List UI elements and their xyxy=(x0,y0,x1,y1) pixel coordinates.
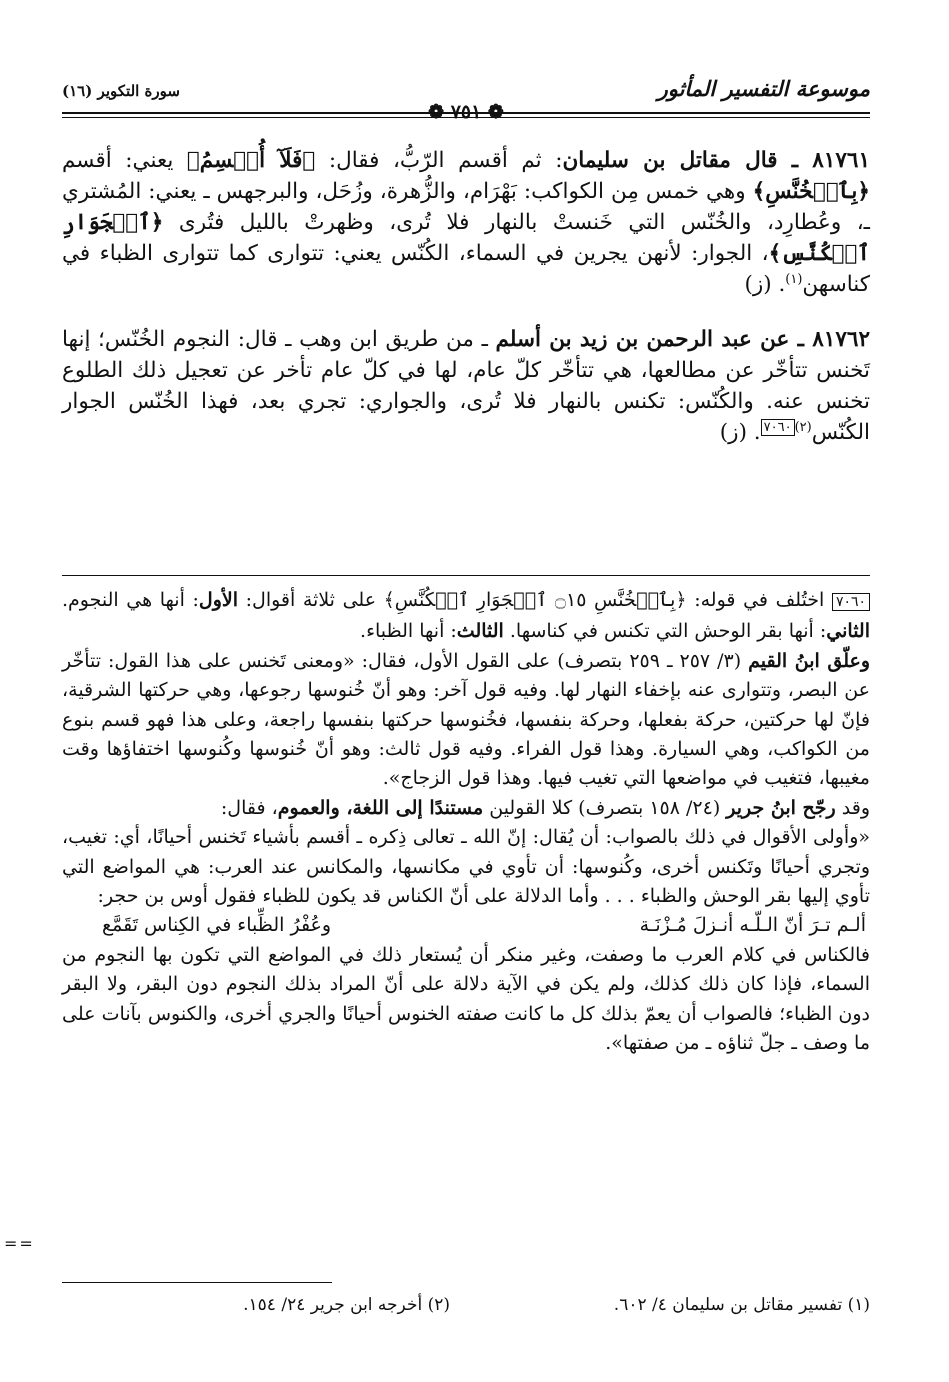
header-rule xyxy=(62,112,870,118)
surah-title: سورة التكوير (١٦) xyxy=(62,82,180,100)
note-paragraph xyxy=(62,647,870,794)
note-label: الثاني xyxy=(826,620,870,643)
athar-text: . (ز) xyxy=(719,420,761,445)
athar-text: وهي خمس مِن الكواكب: بَهْرَام، والزُّهرة، وزُحَل، والبرجهس ـ يعني: المُشتري ـ، وعُطارِد، والخُنّس التي خَنستْ بالنهار فلا تُرى، وظهرتْ بالليل فتُرى xyxy=(62,179,870,235)
note-text: ، فقال: xyxy=(220,796,278,819)
note-ref-box[interactable]: ٧٠٦٠ xyxy=(761,419,795,436)
ornament-icon: ❁ xyxy=(428,101,451,123)
note-paragraph xyxy=(62,794,870,823)
footnote-1: (١) تفسير مقاتل بن سليمان ٤/ ٦٠٢. xyxy=(613,1295,870,1315)
ornament-icon: ❁ xyxy=(481,101,504,123)
note-text: : أنها هي النجوم. xyxy=(62,589,199,611)
footnote-ref[interactable]: (٢) xyxy=(794,419,812,435)
athar-paragraph xyxy=(62,324,870,448)
page-number-text: ٧٥١ xyxy=(450,101,482,123)
athar-number: ٨١٧٦٢ ـ عن xyxy=(751,327,870,352)
poem-hemistich-left: وعُفْرُ الظِّباء في الكِناس تَقَمَّع xyxy=(102,914,332,937)
scholar-name: رجّح ابنُ جرير xyxy=(726,796,836,819)
athar-text: ، الجوار: لأنهن يجرين في السماء، الكُنّس يعني: تتوارى كما تتوارى الظباء في كناسهن xyxy=(62,241,870,297)
note-paragraph: فالكناس في كلام العرب ما وصفت، وغير منكر أن يُستعار ذلك في المواضع التي تكون بها النجوم من السماء، فإذا كان ذلك كذلك، ولم يكن في الآية دلالة على أنّ المراد بذلك النجوم دون البقر، ولا البقر دون الظباء؛ فالصواب أن يعمّ بذلك كل ما كانت صفته الخنوس أحيانًا والجري أخرى، والكنوس بآنات على ما وصف ـ جلّ ثناؤه ـ من صفتها». xyxy=(62,943,870,1055)
athar-text: يعني: أقسم xyxy=(62,148,187,173)
quran-quote: ﴿ٱلۡجَوَارِ ٱلۡكُنَّسِ﴾ xyxy=(62,210,870,266)
note-paragraph xyxy=(62,586,870,647)
poem-verse xyxy=(62,911,870,940)
athar-text: . (ز) xyxy=(744,272,786,297)
note-text: (٣/ ٢٥٧ ـ ٢٥٩ بتصرف) على القول الأول، فقال: «ومعنى تَخنس على هذا القول: تتأخّر عن البصر، وتتوارى عنه بإخفاء النهار لها. وفيه قول آخر: وهو أنّ خُنوسها رجوعها، وهي حركتها الشرقية، فإنّ لها حركتين، حركة بفعلها، وحركة بنفسها، فخُنوسها حركتها بنفسها راجعة، وعلى هذا فهو قسم بنوع من الكواكب، وهي السيارة. وهذا قول الفراء. وفيه قول ثالث: وهو أنّ خُنوسها وكُنوسها اختفاؤها وقت مغيبها، فتغيب في مواضعها التي تغيب فيها. وهذا قول الزجاج». xyxy=(62,649,870,790)
narrator-name: عبد الرحمن بن زيد بن أسلم xyxy=(495,327,752,352)
book-title: موسوعة التفسير المأثور xyxy=(657,76,870,101)
notes-separator xyxy=(62,575,870,576)
running-header xyxy=(62,70,870,123)
note-text: (٢٤/ ١٥٨ بتصرف) كلا القولين xyxy=(483,796,727,819)
narrator-name: مقاتل بن سليمان xyxy=(562,148,731,173)
note-paragraph: «وأولى الأقوال في ذلك بالصواب: أن يُقال: إنّ الله ـ تعالى ذِكره ـ أقسم بأشياء تَخنس أحيانًا، أي: تغيب، وتجري أحيانًا وتَكنس أخرى، وكُنوسها: أن تأوي في مكانسها، والمكانس عند العرب: هي المواضع التي تأوي إليها بقر الوحش والظباء . . . وأما الدلالة على أنّ الكناس قد يكون للظباء فقول أوس بن حجر: xyxy=(62,826,870,908)
note-text: وقد xyxy=(835,796,870,819)
note-box: ٧٠٦٠ xyxy=(832,593,870,611)
athar-text: : ثم أقسم الرّبُّ، فقال: xyxy=(315,148,563,173)
athar-paragraph xyxy=(62,145,870,300)
continuation-mark: == xyxy=(4,1234,35,1253)
quran-quote: ﴿بِٱلۡخُنَّسِ﴾ xyxy=(752,179,870,204)
note-emphasis: مستندًا إلى اللغة، والعموم xyxy=(277,796,484,819)
footnote-ref[interactable]: (١) xyxy=(785,271,803,287)
note-label: الثالث xyxy=(456,620,504,643)
main-text xyxy=(62,145,870,472)
quran-quote: ﴿فَلَآ أُقۡسِمُ﴾ xyxy=(186,148,316,173)
scholar-name: وعلّق ابنُ القيم xyxy=(748,649,870,672)
footnote-separator xyxy=(62,1282,332,1283)
note-label: الأول xyxy=(198,589,238,611)
note-text: اختُلف في قوله: ﴿بِٱلۡخُنَّسِ ۝١٥ ٱلۡجَوَارِ ٱلۡكُنَّسِ﴾ على ثلاثة أقوال: xyxy=(238,589,832,611)
note-text: : أنها الظباء. xyxy=(360,620,457,643)
poem-hemistich-right: ألـم تـرَ أنّ الـلّـه أنـزلَ مُـزْنَـة xyxy=(639,914,866,937)
athar-number: ٨١٧٦١ ـ قال xyxy=(730,148,870,173)
page xyxy=(4,70,870,1360)
note-text: : أنها بقر الوحش التي تكنس في كناسها. xyxy=(503,620,827,643)
commentary-notes xyxy=(62,586,870,1059)
athar-text: ـ من طريق ابن وهب ـ قال: النجوم الخُنّس؛ إنها تَخنس تتأخّر عن مطالعها، هي تتأخّر كلّ عام، لها في كلّ عام تأخر عن تعجيل ذلك الطلوع تخنس عنه. والكُنّس: تكنس بالنهار فلا تُرى، والجواري: تجري بعد، فهذا الخُنّس الجوار الكُنّس xyxy=(62,327,870,445)
footnote-2: (٢) أخرجه ابن جرير ٢٤/ ١٥٤. xyxy=(243,1295,450,1315)
